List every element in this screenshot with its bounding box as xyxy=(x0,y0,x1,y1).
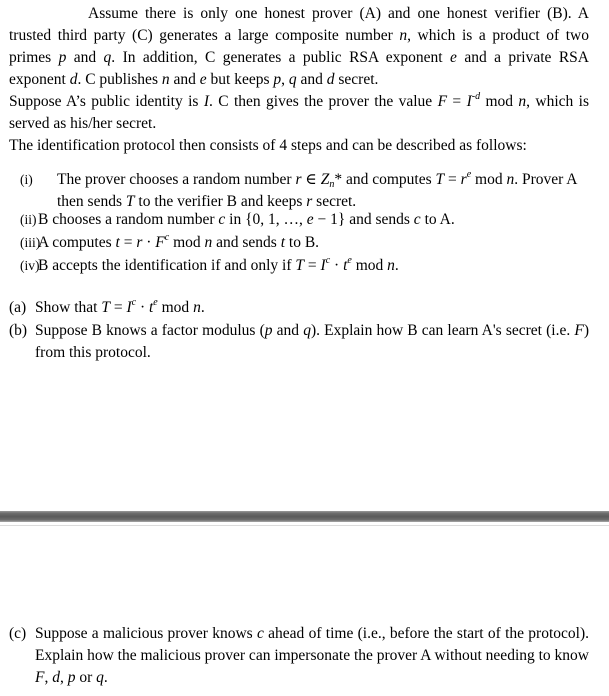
step-number: (iii) xyxy=(20,235,41,250)
intro-p2-text: Suppose A’s public identity is I. C then gives the prover the value $F = I^{-d}$ mod n, which is served as his/her secret. xyxy=(9,91,590,132)
step-text: B chooses a random number c in {0, 1, …, e − 1} and sends c to A. xyxy=(38,211,455,228)
question-text: Suppose B knows a factor modulus (p and q). Explain how B can learn A's secret (i.e. F) from this protocol. xyxy=(35,322,590,361)
step-number: (iv) xyxy=(20,258,40,273)
separator-highlight xyxy=(0,525,609,526)
intro-p1-text: Assume there is only one honest prover (A) and one honest verifier (B). A trusted third party (C) generates a large composite number n, which is a product of two primes p and q. In addition, C generates a public RSA exponent e and a private RSA exponent d. C publishes n and e but keeps p, q and d secret. xyxy=(9,5,590,88)
page-separator xyxy=(0,511,609,522)
step-number: (ii) xyxy=(20,212,37,227)
step-text: B accepts the identification if and only if $T = I^c \cdot t^e$ mod n. xyxy=(38,255,399,274)
question-label: (b) xyxy=(9,322,28,339)
question-text: Show that $T = I^c \cdot t^e$ mod n. xyxy=(35,297,205,316)
question-label: (c) xyxy=(9,625,27,642)
intro-paragraph-3: The identification protocol then consists of 4 steps and can be described as follows: xyxy=(9,137,527,154)
step-text: A computes $t = r \cdot F^c$ mod n and sends t to B. xyxy=(38,232,320,251)
intro-paragraph-2 xyxy=(9,91,589,135)
step-number: (i) xyxy=(20,172,33,187)
step-text: The prover chooses a random number r ∈ $Z_n*$ and computes $T = r^e$ mod n. Prover A then sends T to the verifier B and keeps r secret. xyxy=(57,169,577,210)
intro-paragraph-1 xyxy=(9,3,589,91)
question-text: Suppose a malicious prover knows c ahead of time (i.e., before the start of the protocol). Explain how the malicious prover can impersonate the prover A without needing to know F, d, p or q. xyxy=(35,625,589,686)
question-label: (a) xyxy=(9,299,27,316)
